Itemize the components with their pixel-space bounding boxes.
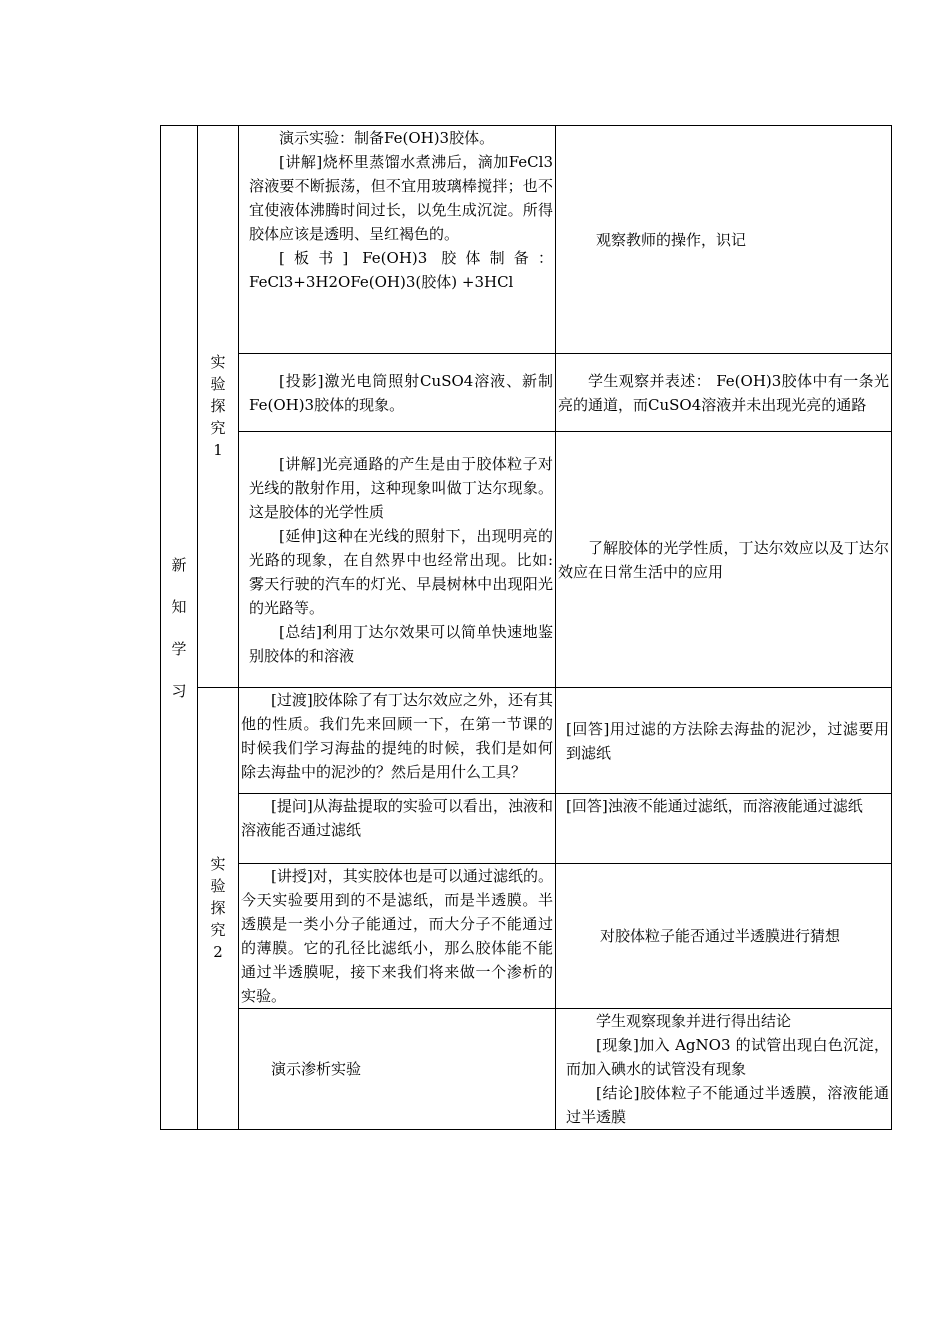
- student-text: 学生观察并表述： Fe(OH)3胶体中有一条光亮的通道，而CuSO4溶液并未出现光亮的通路: [558, 371, 889, 414]
- table-row: [161, 432, 892, 688]
- student-text: [回答]用过滤的方法除去海盐的泥沙，过滤要用到滤纸: [566, 719, 889, 762]
- teacher-activity-cell: [239, 126, 556, 354]
- student-text: 对胶体粒子能否通过半透膜进行猜想: [600, 927, 841, 945]
- student-text: [现象]加入 AgNO3 的试管出现白色沉淀，而加入碘水的试管没有现象: [566, 1036, 889, 1078]
- table-row: [161, 126, 892, 354]
- teacher-text: [延伸]这种在光线的照射下，出现明亮的光路的现象，在自然界中也经常出现。比如:雾天行驶的汽车的灯光、早晨树林中出现阳光的光路等。: [249, 526, 553, 617]
- group-label-cell: [198, 126, 239, 688]
- teacher-text: [提问]从海盐提取的实验可以看出，浊液和溶液能否通过滤纸: [241, 797, 553, 839]
- teacher-activity-cell: [239, 794, 556, 864]
- group-label-cell: [198, 688, 239, 1130]
- table-row: [161, 688, 892, 794]
- student-text: [结论]胶体粒子不能通过半透膜，溶液能通过半透膜: [566, 1084, 889, 1126]
- teacher-text: [板书] Fe(OH)3 胶体制备：FeCl3+3H2OFe(OH)3(胶体) +3HCl: [249, 249, 553, 291]
- student-activity-cell: [556, 864, 892, 1009]
- student-activity-cell: [556, 432, 892, 688]
- teacher-activity-cell: [239, 432, 556, 688]
- student-text: 了解胶体的光学性质，丁达尔效应以及丁达尔效应在日常生活中的应用: [558, 538, 889, 581]
- group2-label: 实验探究2: [210, 855, 226, 961]
- student-activity-cell: [556, 1009, 892, 1130]
- student-activity-cell: [556, 354, 892, 432]
- student-activity-cell: [556, 794, 892, 864]
- table-row: [161, 864, 892, 1009]
- teacher-activity-cell: [239, 688, 556, 794]
- lesson-plan-table: [160, 125, 892, 1130]
- teacher-text: 演示实验：制备Fe(OH)3胶体。: [279, 129, 495, 147]
- group1-label: 实验探究1: [210, 353, 226, 459]
- teacher-text: [讲解]烧杯里蒸馏水煮沸后，滴加FeCl3溶液要不断振荡，但不宜用玻璃棒搅拌；也不宜使液体沸腾时间过长，以免生成沉淀。所得胶体应该是透明、呈红褐色的。: [249, 153, 553, 243]
- teacher-text: [讲授]对，其实胶体也是可以通过滤纸的。今天实验要用到的不是滤纸，而是半透膜。半透膜是一类小分子能通过，而大分子不能通过的薄膜。它的孔径比滤纸小，那么胶体能不能通过半透膜呢，接下来我们将来做一个渗析的实验。: [241, 867, 553, 1005]
- student-text: 观察教师的操作，识记: [596, 230, 747, 249]
- section-label-cell: [161, 126, 198, 1130]
- student-text: 学生观察现象并进行得出结论: [596, 1012, 792, 1030]
- table-row: [161, 794, 892, 864]
- teacher-text: [讲解]光亮通路的产生是由于胶体粒子对光线的散射作用，这种现象叫做丁达尔现象。这是胶体的光学性质: [249, 454, 553, 521]
- student-text: [回答]浊液不能通过滤纸，而溶液能通过滤纸: [566, 797, 863, 815]
- teacher-text: 演示渗析实验: [271, 1060, 362, 1078]
- teacher-text: [总结]利用丁达尔效果可以简单快速地鉴别胶体的和溶液: [249, 622, 553, 665]
- student-activity-cell: [556, 126, 892, 354]
- student-activity-cell: [556, 688, 892, 794]
- teacher-text: [投影]激光电筒照射CuSO4溶液、新制Fe(OH)3胶体的现象。: [249, 371, 553, 414]
- section-label: 新知学习: [171, 555, 187, 700]
- table-row: [161, 1009, 892, 1130]
- teacher-activity-cell: [239, 864, 556, 1009]
- teacher-activity-cell: [239, 354, 556, 432]
- table-row: [161, 354, 892, 432]
- teacher-activity-cell: [239, 1009, 556, 1130]
- teacher-text: [过渡]胶体除了有丁达尔效应之外，还有其他的性质。我们先来回顾一下，在第一节课的时候我们学习海盐的提纯的时候，我们是如何除去海盐中的泥沙的？然后是用什么工具？: [241, 691, 553, 781]
